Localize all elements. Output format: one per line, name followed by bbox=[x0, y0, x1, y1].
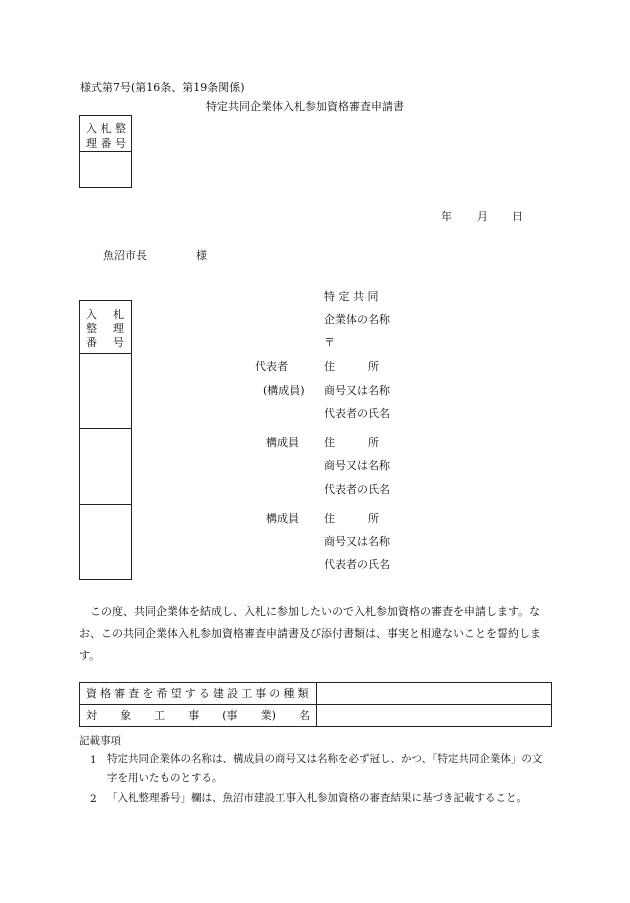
member3-address-label: 住 所 bbox=[324, 512, 379, 525]
table-row1-label: 資格審査を希望する建設工事の種類 bbox=[86, 687, 312, 700]
left-box-char: 号 bbox=[113, 336, 124, 349]
left-box-char: 理 bbox=[113, 322, 124, 335]
representative-role: 代表者 bbox=[255, 360, 288, 373]
document-title: 特定共同企業体入札参加資格審査申請書 bbox=[206, 100, 404, 113]
jv-name-label-line2: 企業体の名称 bbox=[324, 313, 390, 326]
left-box-label-row1 bbox=[86, 309, 124, 320]
form-number: 様式第7号(第16条、第19条関係) bbox=[80, 81, 245, 94]
table-row2-label bbox=[86, 710, 310, 721]
left-box-label-row2 bbox=[86, 323, 124, 334]
representative-person-label: 代表者の氏名 bbox=[324, 407, 390, 420]
left-box-field-member2[interactable] bbox=[80, 429, 131, 504]
member2-person-label: 代表者の氏名 bbox=[324, 483, 390, 496]
table-row2-char: 工 bbox=[154, 709, 166, 722]
member3-company-label: 商号又は名称 bbox=[324, 535, 390, 548]
construction-type-table bbox=[79, 682, 552, 727]
top-bid-number-box bbox=[79, 115, 132, 188]
addressee-name: 魚沼市長 bbox=[103, 249, 147, 262]
left-box-char: 札 bbox=[113, 308, 124, 321]
note-2-number: 2 bbox=[90, 793, 97, 805]
table-row2-char: 業) bbox=[260, 709, 276, 722]
project-name-field[interactable] bbox=[317, 705, 551, 726]
top-box-number-field[interactable] bbox=[80, 152, 131, 187]
note-1-text: 特定共同企業体の名称は、構成員の商号又は名称を必ず冠し、かつ、「特定共同企業体」の文字を用いたものとする。 bbox=[107, 753, 543, 784]
table-row2-char: 事 bbox=[188, 709, 200, 722]
note-2-text: 「入札整理番号」欄は、魚沼市建設工事入札参加資格の審査結果に基づき記載すること。 bbox=[107, 792, 527, 804]
left-box-label-row3 bbox=[86, 337, 124, 348]
top-box-label-line2: 理 番 号 bbox=[86, 137, 126, 150]
postal-mark: 〒 bbox=[324, 336, 335, 349]
member2-company-label: 商号又は名称 bbox=[324, 459, 390, 472]
member3-person-label: 代表者の氏名 bbox=[324, 558, 390, 571]
left-box-field-member3[interactable] bbox=[80, 505, 131, 579]
member3-role: 構成員 bbox=[266, 512, 299, 525]
jv-name-label-line1: 特 定 共 同 bbox=[324, 290, 379, 303]
table-row2-char: 対 bbox=[86, 709, 97, 722]
representative-member-label: (構成員) bbox=[263, 384, 305, 397]
body-paragraph: この度、共同企業体を結成し、入札に参加したいので入札参加資格の審査を申請します。なお、この共同企業体入札参加資格審査申請書及び添付書類は、事実と相違ないことを誓約します。 bbox=[79, 605, 541, 662]
representative-address-label: 住 所 bbox=[324, 360, 379, 373]
table-row2-char: 名 bbox=[298, 709, 310, 722]
left-box-field-representative[interactable] bbox=[80, 354, 131, 428]
member2-address-label: 住 所 bbox=[324, 436, 379, 449]
member2-role: 構成員 bbox=[266, 436, 299, 449]
table-row2-char: (事 bbox=[222, 709, 238, 722]
representative-company-label: 商号又は名称 bbox=[324, 384, 390, 397]
note-1-number: 1 bbox=[90, 754, 97, 766]
date-day-label: 日 bbox=[512, 210, 523, 223]
addressee-honorific: 様 bbox=[196, 249, 207, 262]
date-month-label: 月 bbox=[477, 210, 488, 223]
construction-type-field[interactable] bbox=[317, 683, 551, 704]
date-year-label: 年 bbox=[441, 210, 452, 223]
top-box-label-line1: 入 札 整 bbox=[86, 122, 126, 135]
left-bid-number-box bbox=[79, 300, 132, 580]
notes-heading: 記載事項 bbox=[79, 735, 121, 747]
left-box-char: 整 bbox=[86, 322, 97, 335]
left-box-char: 番 bbox=[86, 336, 97, 349]
left-box-char: 入 bbox=[86, 308, 97, 321]
table-row2-char: 象 bbox=[120, 709, 132, 722]
